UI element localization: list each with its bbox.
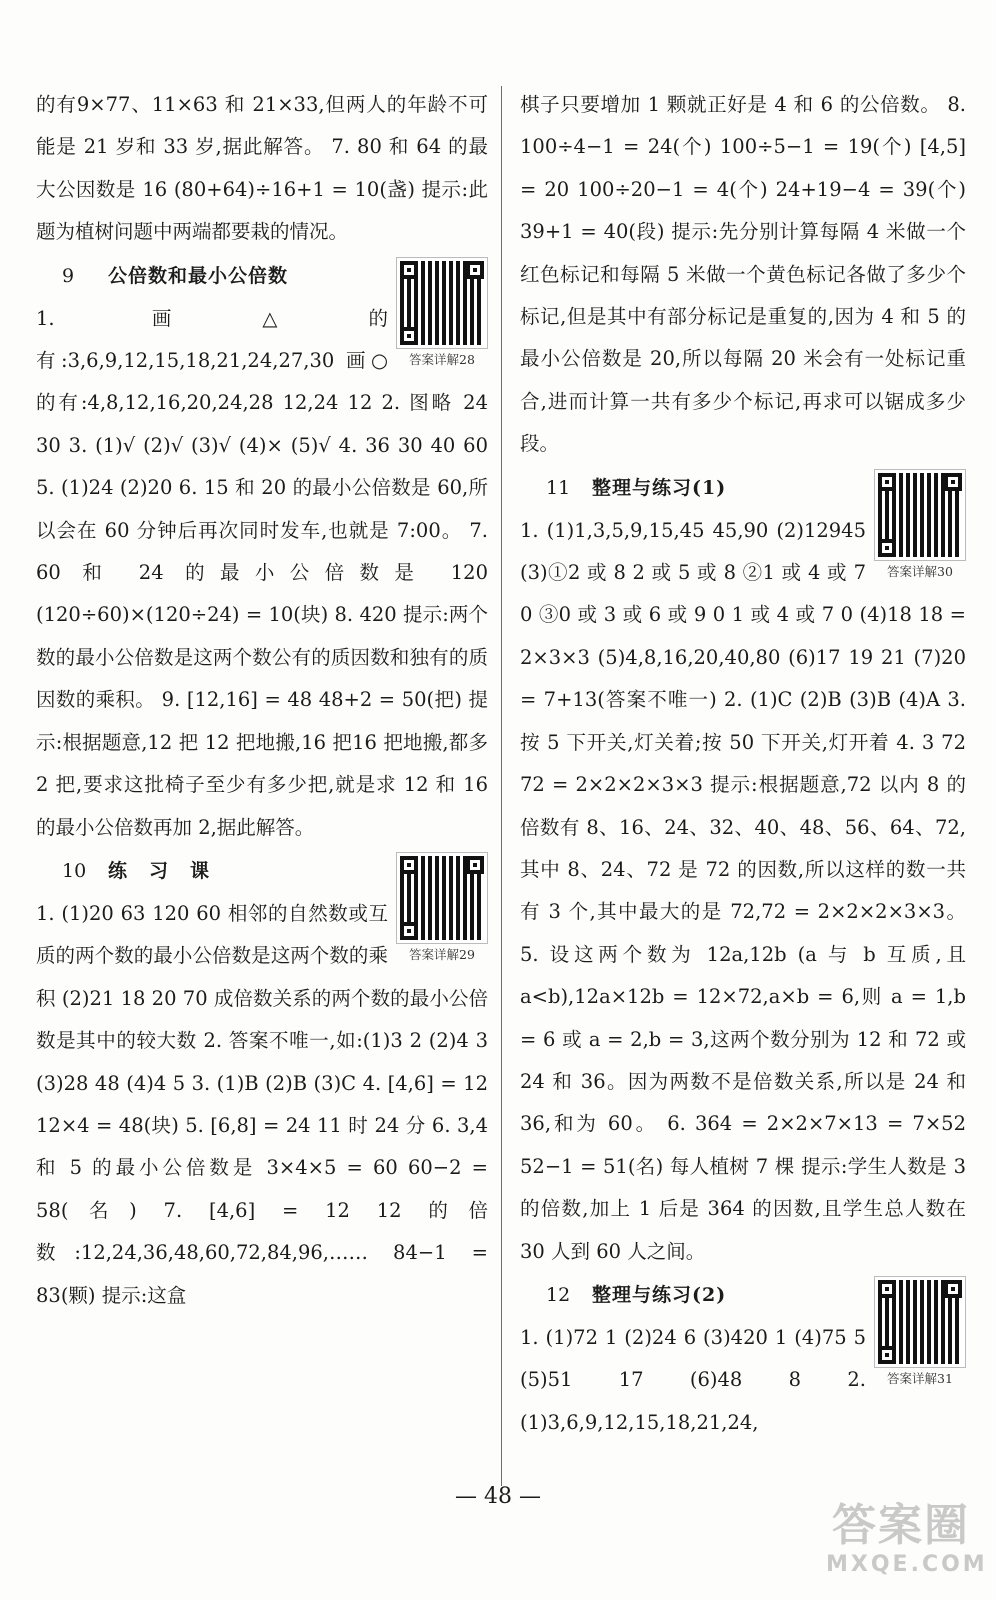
qr-code xyxy=(875,470,965,560)
qr-code-block xyxy=(396,853,488,963)
answer-text-block: 棋子只要增加 1 颗就正好是 4 和 6 的公倍数。 8. 100÷4−1 = 24(个) 100÷5−1 = 19(个) [4,5] = 20 100÷20−1 = 4(个) 24+19−4 = 39(个) 39+1 = 40(段) 提示:先分别计算每隔 4 米做一个红色标记和每隔 5 米做一个黄色标记各做了多少个标记,但是其中有部分标记是重复的,因为 4 和 5 的最小公倍数是 20,所以每隔 20 米会有一处标记重合,进而计算一共有多少个标记,再求可以锯成多少段。 xyxy=(520,93,966,456)
qr-code-block xyxy=(874,1277,966,1387)
section-title: 整理与练习(1) xyxy=(592,476,727,499)
answer-text-block: 的有9×77、11×63 和 21×33,但两人的年龄不可能是 21 岁和 33 岁,据此解答。 7. 80 和 64 的最大公因数是 16 (80+64)÷16+1 = 10(盏) 提示:此题为植树问题中两端都要栽的情况。 xyxy=(36,93,488,244)
answer-text-block: 1. (1)20 63 120 60 相邻的自然数或互质的两个数的最小公倍数是这两个数的乘积 (2)21 18 20 70 成倍数关系的两个数的最小公倍数是其中的较大数 2. 答案不唯一,如:(1)3 2 (2)4 3 (3)28 48 (4)4 5 3. (1)B (2)B (3)C 4. [4,6] = 12 12×4 = 48(块) 5. [6,8] = 24 11 时 24 分 6. 3,4 和 5 的最小公倍数是 3×4×5 = 60 60−2 = 58(名) 7. [4,6] = 12 12 的倍数:12,24,36,48,60,72,84,96,…… 84−1 = 83(颗) 提示:这盒 xyxy=(36,901,488,1307)
section-title: 公倍数和最小公倍数 xyxy=(108,264,289,287)
page-number: — 48 — xyxy=(455,1484,541,1509)
qr-code xyxy=(397,853,487,943)
section-number: 9 xyxy=(62,264,75,287)
section-title: 练习课 xyxy=(108,859,232,882)
answer-text-block: 1. (1)72 1 (2)24 6 (3)420 1 (4)75 5 (5)51 17 (6)48 8 2. (1)3,6,9,12,15,18,21,24, xyxy=(520,1325,866,1434)
qr-code xyxy=(875,1277,965,1367)
qr-code xyxy=(397,258,487,348)
site-watermark xyxy=(826,1500,988,1590)
answer-text-block: 1. (1)1,3,5,9,15,45 45,90 (2)12945 (3)①2 或 8 2 或 5 或 8 ②1 或 4 或 7 0 ③0 或 3 或 6 或 9 0 1 或 4 或 7 0 (4)18 18 = 2×3×3 (5)4,8,16,20,40,80 (6)17 19 21 (7)20 = 7+13(答案不唯一) 2. (1)C (2)B (3)B (4)A 3. 按 5 下开关,灯关着;按 50 下开关,灯开着 4. 3 72 72 = 2×2×2×3×3 提示:根据题意,72 以内 8 的倍数有 8、16、24、32、40、48、56、64、72,其中 8、24、72 是 72 的因数,所以这样的数一共有 3 个,其中最大的是 72,72 = 2×2×2×3×3。 5. 设这两个数为 12a,12b (a 与 b 互质,且 a<b),12a×12b = 12×72,a×b = 6,则 a = 1,b = 6 或 a = 2,b = 3,这两个数分别为 12 和 72 或 24 和 36。因为两数不是倍数关系,所以是 24 和 36,和为 60。 6. 364 = 2×2×7×13 = 7×52 52−1 = 51(名) 每人植树 7 棵 提示:学生人数是 3 的倍数,加上 1 后是 364 的因数,且学生总人数在 30 人到 60 人之间。 xyxy=(520,518,966,1263)
right-column xyxy=(520,84,966,1444)
answer-text-block: 1. 画△的有:3,6,9,12,15,18,21,24,27,30 画○的有:4,8,12,16,20,24,28 12,24 12 2. 图略 24 30 3. (1)√ (2)√ (3)√ (4)× (5)√ 4. 36 30 40 60 5. (1)24 (2)20 6. 15 和 20 的最小公倍数是 60,所以会在 60 分钟后再次同时发车,也就是 7:00。 7. 60 和 24 的最小公倍数是 120 (120÷60)×(120÷24) = 10(块) 8. 420 提示:两个数的最小公倍数是这两个数公有的质因数和独有的质因数的乘积。 9. [12,16] = 48 48+2 = 50(把) 提示:根据题意,12 把 12 把地搬,16 把16 把地搬,都多 2 把,要求这批椅子至少有多少把,就是求 12 和 16 的最小公倍数再加 2,据此解答。 xyxy=(36,306,488,839)
section-number: 10 xyxy=(62,859,87,882)
qr-caption: 答案详解29 xyxy=(409,946,475,962)
qr-caption: 答案详解30 xyxy=(887,563,953,579)
left-column xyxy=(36,84,488,1317)
section-number: 12 xyxy=(546,1283,571,1306)
watermark-url: MXQE.COM xyxy=(826,1552,988,1577)
qr-code-block xyxy=(396,258,488,368)
qr-code-block xyxy=(874,470,966,580)
qr-caption: 答案详解31 xyxy=(887,1370,953,1386)
watermark-logo-text: 答案圈 xyxy=(832,1500,970,1551)
column-divider xyxy=(501,86,502,1486)
qr-caption: 答案详解28 xyxy=(409,351,475,367)
section-title: 整理与练习(2) xyxy=(592,1283,727,1306)
section-number: 11 xyxy=(546,476,571,499)
